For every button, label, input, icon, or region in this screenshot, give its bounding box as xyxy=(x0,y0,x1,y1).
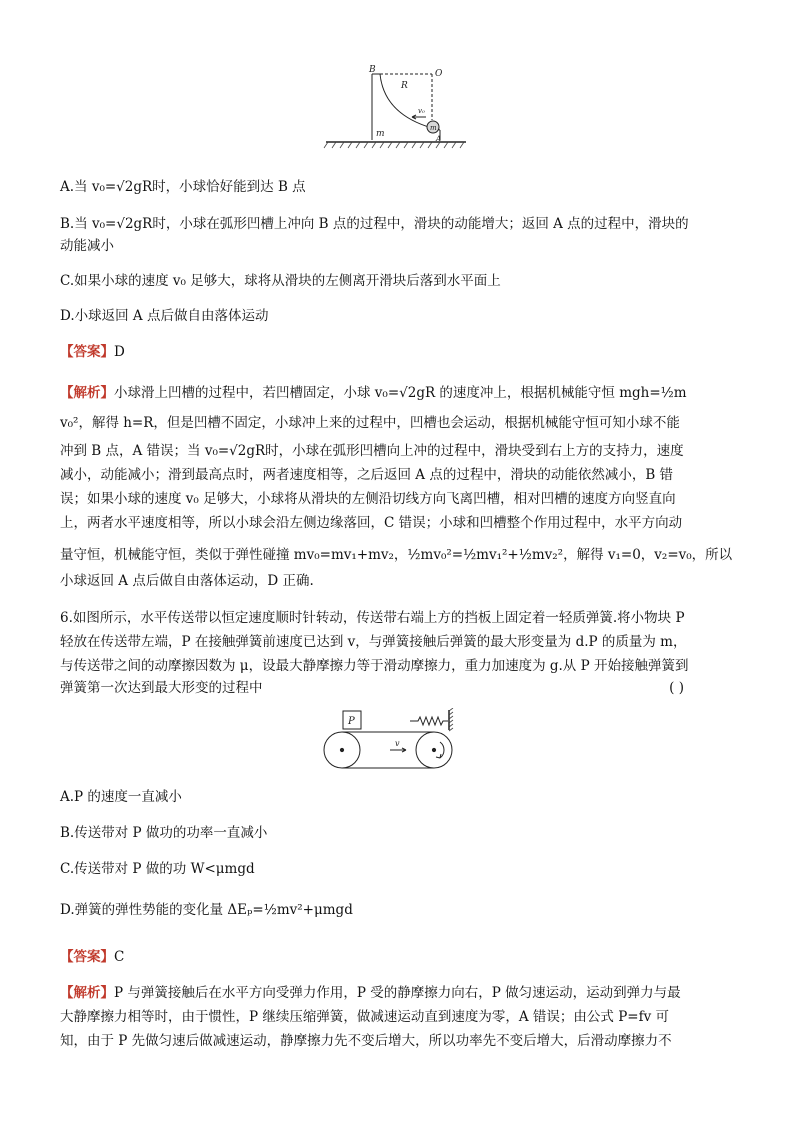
q5-solution-line1 xyxy=(60,382,740,404)
q5-solution-line6: 上，两者水平速度相等，所以小球会沿左侧边缘落回，C 错误；小球和凹槽整个作用过程中，水平方向动 xyxy=(60,515,683,531)
label-a: A xyxy=(436,135,442,143)
q5-option-a: A.当 v₀=√2gR时，小球恰好能到达 B 点 xyxy=(60,179,306,195)
groove-block-figure xyxy=(322,62,472,154)
q6-option-b: B.传送带对 P 做功的功率一直减小 xyxy=(60,825,268,841)
q6-solution-line2: 大静摩擦力相等时，由于惯性，P 继续压缩弹簧，做减速运动直到速度为零，A 错误；由公式 P=fv 可 xyxy=(60,1009,670,1025)
q6-stem-line1: 6.如图所示，水平传送带以恒定速度顺时针转动，传送带右端上方的挡板上固定着一轻质弹簧.将小物块 P xyxy=(60,610,685,626)
q6-option-a: A.P 的速度一直减小 xyxy=(60,789,182,805)
q6-answer xyxy=(60,946,740,968)
q5-solution-line7: 量守恒，机械能守恒，类似于弹性碰撞 mv₀=mv₁+mv₂，½mv₀²=½mv₁²+½mv₂²，解得 v₁=0，v₂=v₀，所以 xyxy=(60,547,733,563)
label-r: R xyxy=(401,81,408,91)
conveyor-belt-figure xyxy=(322,708,472,770)
q5-answer xyxy=(60,341,740,363)
q5-solution-line4: 减小，动能减小；滑到最高点时，两者速度相等，之后返回 A 点的过程中，滑块的动能依然减小，B 错 xyxy=(60,467,674,483)
answer-value: C xyxy=(114,949,125,965)
q6-stem-line4 xyxy=(60,677,740,699)
q5-solution-line3: 冲到 B 点，A 错误；当 v₀=√2gR时，小球在弧形凹槽向上冲的过程中，滑块受到右上方的支持力，速度 xyxy=(60,443,684,459)
label-block-m: m xyxy=(376,129,385,139)
q5-option-b-line1: B.当 v₀=√2gR时，小球在弧形凹槽上冲向 B 点的过程中，滑块的动能增大；返回 A 点的过程中，滑块的 xyxy=(60,216,689,232)
label-o: O xyxy=(435,69,443,79)
q6-option-c: C.传送带对 P 做的功 W<μmgd xyxy=(60,861,255,877)
answer-tag: 【答案】 xyxy=(60,344,114,360)
q6-stem-line2: 轻放在传送带左端，P 在接触弹簧前速度已达到 v，与弹簧接触后弹簧的最大形变量为 d.P 的质量为 m， xyxy=(60,634,687,650)
q5-solution-line5: 误；如果小球的速度 v₀ 足够大，小球将从滑块的左侧沿切线方向飞离凹槽，相对凹槽的速度方向竖直向 xyxy=(60,491,676,507)
q5-solution-line8: 小球返回 A 点后做自由落体运动，D 正确. xyxy=(60,573,314,589)
label-v: v xyxy=(395,739,400,748)
q5-option-d: D.小球返回 A 点后做自由落体运动 xyxy=(60,308,269,324)
solution-tag: 【解析】 xyxy=(60,985,114,1001)
solution-text: 小球滑上凹槽的过程中，若凹槽固定，小球 v₀=√2gR 的速度冲上，根据机械能守恒 mgh=½m xyxy=(114,385,687,401)
q5-option-b-line2: 动能减小 xyxy=(60,238,114,254)
answer-tag: 【答案】 xyxy=(60,949,114,965)
label-b: B xyxy=(369,65,376,75)
q5-solution-line2: v₀²，解得 h=R，但是凹槽不固定，小球冲上来的过程中，凹槽也会运动，根据机械能守恒可知小球不能 xyxy=(60,415,680,431)
stem-text: 弹簧第一次达到最大形变的过程中 xyxy=(60,680,263,696)
q6-stem-line3: 与传送带之间的动摩擦因数为 μ，设最大静摩擦力等于滑动摩擦力，重力加速度为 g.从 P 开始接触弹簧到 xyxy=(60,658,689,674)
label-ball-m: m xyxy=(430,124,437,132)
label-v0: v₀ xyxy=(418,107,425,115)
q6-option-d: D.弹簧的弹性势能的变化量 ΔEₚ=½mv²+μmgd xyxy=(60,902,353,918)
solution-tag: 【解析】 xyxy=(60,385,114,401)
solution-text: P 与弹簧接触后在水平方向受弹力作用，P 受的静摩擦力向右，P 做匀速运动，运动到弹力与最 xyxy=(114,985,681,1001)
label-p: P xyxy=(348,716,355,727)
q5-option-c: C.如果小球的速度 v₀ 足够大，球将从滑块的左侧离开滑块后落到水平面上 xyxy=(60,273,501,289)
answer-value: D xyxy=(114,344,125,360)
q6-solution-line1 xyxy=(60,982,740,1004)
answer-paren: ( ) xyxy=(669,680,684,696)
q6-solution-line3: 知，由于 P 先做匀速后做减速运动，静摩擦力先不变后增大，所以功率先不变后增大，后滑动摩擦力不 xyxy=(60,1033,672,1049)
